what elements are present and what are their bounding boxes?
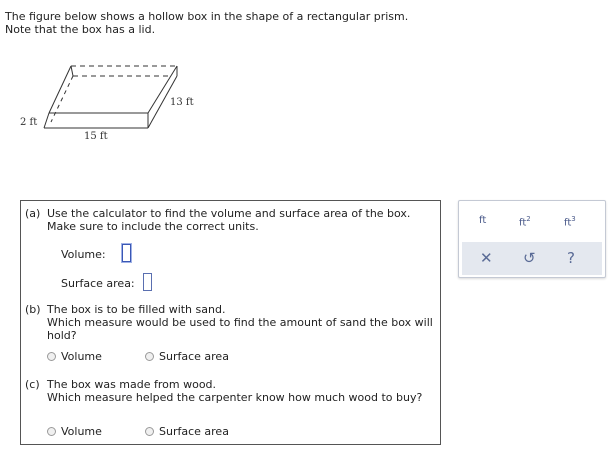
part-a-letter: (a) — [25, 207, 41, 220]
intro-line-1: The figure below shows a hollow box in the shape of a rectangular prism. — [5, 10, 409, 23]
unit-ft3-base: ft — [564, 217, 572, 229]
radio-button[interactable] — [47, 352, 56, 361]
unit-ft2-base: ft — [519, 217, 527, 229]
surface-area-label: Surface area: — [61, 277, 135, 290]
option-label: Surface area — [159, 350, 229, 363]
part-b-option-surface-area[interactable] — [145, 350, 229, 363]
unit-ft3-exponent: 3 — [571, 215, 576, 223]
close-icon[interactable]: ✕ — [480, 249, 493, 267]
hidden-left-edge — [51, 76, 73, 122]
depth-label: 13 ft — [170, 97, 194, 108]
height-label: 2 ft — [20, 117, 38, 128]
front-left-vertical — [44, 113, 49, 128]
part-c-line-1: The box was made from wood. — [47, 378, 217, 391]
volume-input[interactable] — [122, 244, 131, 262]
action-row — [462, 242, 602, 275]
unit-ft2-button[interactable] — [519, 215, 531, 228]
unit-toolbar — [458, 200, 606, 278]
option-label: Volume — [61, 350, 102, 363]
part-a-line-1: Use the calculator to find the volume and surface area of the box. — [47, 207, 411, 220]
back-left-vertical — [71, 66, 73, 76]
radio-button[interactable] — [145, 427, 154, 436]
option-label: Volume — [61, 425, 102, 438]
part-b-line-1: The box is to be filled with sand. — [47, 303, 226, 316]
question-panel — [20, 200, 441, 445]
part-c-option-volume[interactable] — [47, 425, 102, 438]
part-c-letter: (c) — [25, 378, 40, 391]
unit-ft2-exponent: 2 — [526, 215, 531, 223]
part-c-line-2: Which measure helped the carpenter know how much wood to buy? — [47, 391, 423, 404]
part-b-line-2: Which measure would be used to find the amount of sand the box will — [47, 316, 433, 329]
intro-line-2: Note that the box has a lid. — [5, 23, 156, 36]
part-b-option-volume[interactable] — [47, 350, 102, 363]
undo-icon[interactable]: ↺ — [523, 249, 536, 267]
unit-ft3-button[interactable] — [564, 215, 576, 228]
radio-button[interactable] — [145, 352, 154, 361]
unit-row — [459, 201, 605, 241]
surface-area-input[interactable] — [143, 273, 152, 291]
radio-button[interactable] — [47, 427, 56, 436]
part-c-option-surface-area[interactable] — [145, 425, 229, 438]
part-b-letter: (b) — [25, 303, 41, 316]
volume-label: Volume: — [61, 248, 106, 261]
help-icon[interactable]: ? — [567, 249, 575, 267]
option-label: Surface area — [159, 425, 229, 438]
unit-ft-button[interactable]: ft — [479, 215, 487, 226]
top-left-edge — [49, 66, 71, 113]
width-label: 15 ft — [84, 131, 108, 142]
part-a-line-2: Make sure to include the correct units. — [47, 220, 259, 233]
box-figure — [0, 0, 614, 200]
part-b-line-3: hold? — [47, 329, 77, 342]
